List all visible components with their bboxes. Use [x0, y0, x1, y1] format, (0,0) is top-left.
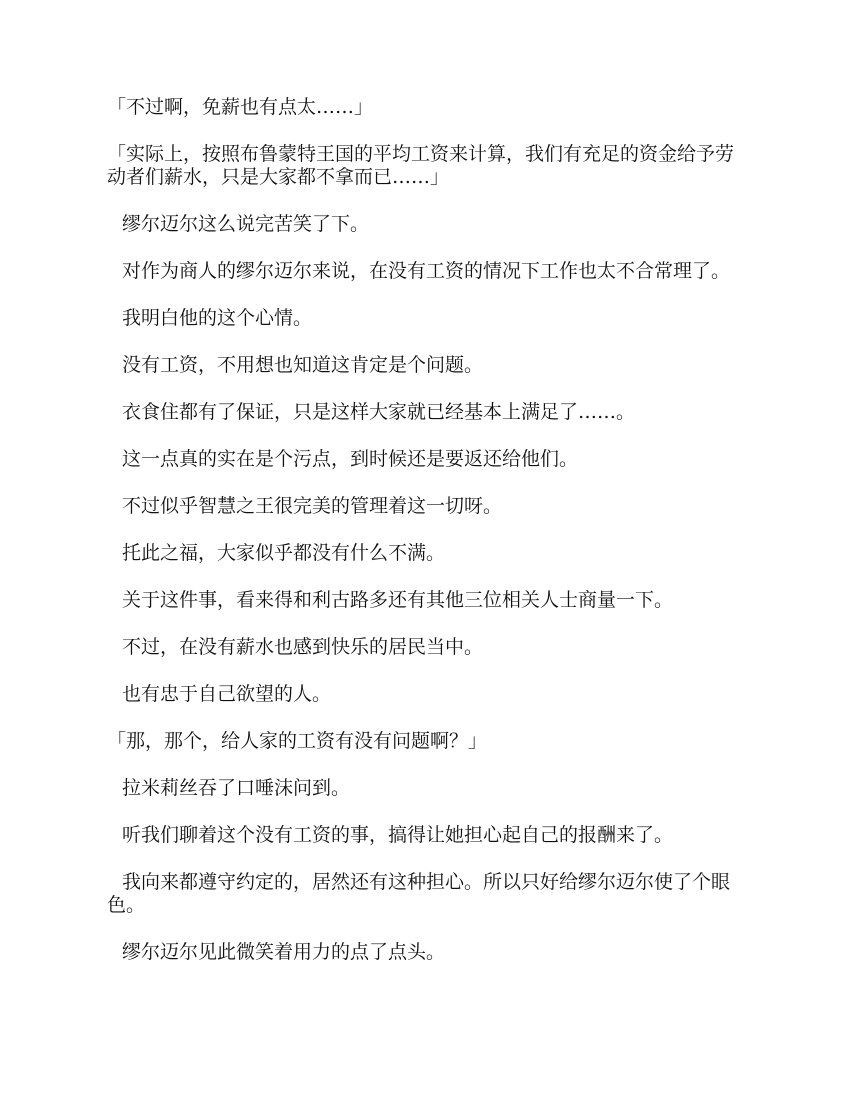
- narration-paragraph: 我向来都遵守约定的，居然还有这种担心。所以只好给缪尔迈尔使了个眼色。: [107, 871, 731, 916]
- narration-paragraph: 没有工资，不用想也知道这肯定是个问题。: [122, 354, 484, 376]
- narration-paragraph: 缪尔迈尔见此微笑着用力的点了点头。: [122, 941, 446, 963]
- narration-paragraph: 拉米莉丝吞了口唾沫问到。: [122, 777, 351, 799]
- narration-paragraph: 不过似乎智慧之王很完美的管理着这一切呀。: [122, 495, 503, 517]
- narration-paragraph: 不过，在没有薪水也感到快乐的居民当中。: [122, 636, 484, 658]
- narration-paragraph: 托此之福，大家似乎都没有什么不满。: [122, 542, 446, 564]
- document-body: [107, 96, 752, 988]
- narration-paragraph: 缪尔迈尔这么说完苦笑了下。: [122, 213, 370, 235]
- narration-paragraph: 衣食住都有了保证，只是这样大家就已经基本上满足了……。: [122, 401, 636, 423]
- narration-paragraph: 听我们聊着这个没有工资的事，搞得让她担心起自己的报酬来了。: [122, 824, 674, 846]
- dialogue-paragraph: 「实际上，按照布鲁蒙特王国的平均工资来计算，我们有充足的资金给予劳动者们薪水，只是大家都不拿而已……」: [107, 143, 735, 188]
- narration-paragraph: 我明白他的这个心情。: [122, 307, 313, 329]
- narration-paragraph: 也有忠于自己欲望的人。: [122, 683, 332, 705]
- dialogue-paragraph: 「那，那个，给人家的工资有没有问题啊？」: [107, 730, 488, 752]
- narration-paragraph: 对作为商人的缪尔迈尔来说，在没有工资的情况下工作也太不合常理了。: [122, 260, 731, 282]
- narration-paragraph: 关于这件事，看来得和利古路多还有其他三位相关人士商量一下。: [122, 589, 674, 611]
- narration-paragraph: 这一点真的实在是个污点，到时候还是要返还给他们。: [122, 448, 579, 470]
- dialogue-paragraph: 「不过啊，免薪也有点太……」: [107, 96, 374, 118]
